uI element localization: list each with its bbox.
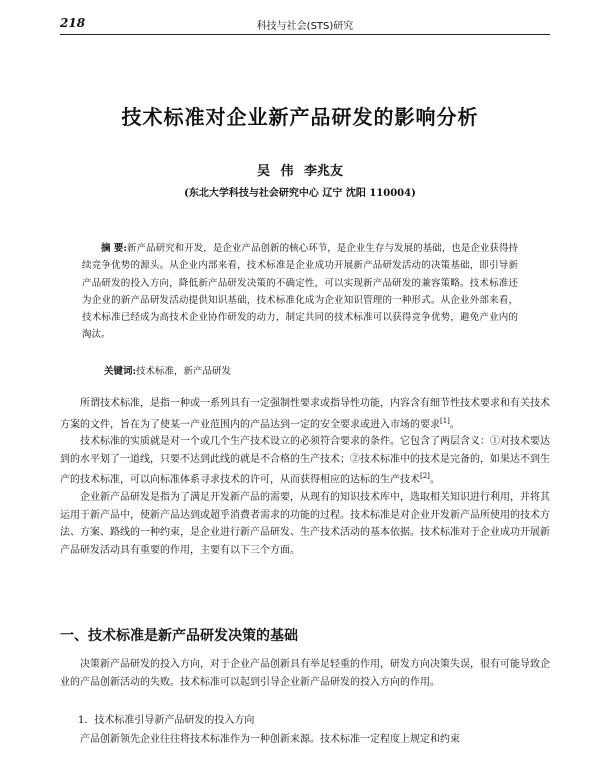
subsection-1-paragraph: 产品创新领先企业往往将技术标准作为一种创新来源。技术标准一定程度上规定和约束 — [80, 734, 460, 745]
abstract — [82, 240, 518, 344]
paragraph-1-text: 所谓技术标准，是指一种或一系列具有一定强制性要求或指导性功能，内容含有细节性技术要求和有关技术方案的文件，旨在为了使某一产业范围内的产品达到一定的安全要求或进入市场的要求 — [60, 398, 550, 430]
keywords — [104, 363, 231, 377]
citation-1: [1] — [440, 416, 450, 425]
section-heading-1: 一、技术标准是新产品研发决策的基础 — [60, 628, 298, 644]
paragraph-2-text: 技术标准的实质就是对一个或几个生产技术设立的必须符合要求的条件。它包含了两层含义：①对技术要达到的水平划了一道线，只要不达到此线的就是不合格的生产技术；②技术标准中的技术是完备的，如果达不到生产的技术标准，可以向标准体系寻求技术的许可，从而获得相应的达标的生产技术 — [60, 436, 550, 486]
abstract-text: 新产品研究和开发，是企业产品创新的核心环节，是企业生存与发展的基础，也是企业获得持续竞争优势的源头。从企业内部来看，技术标准是企业成功开展新产品研发活动的决策基础，即引导新产品研发的投入方向，降低新产品研发决策的不确定性，可以实现新产品研发的兼容策略。技术标准还为企业的新产品研发活动提供知识基础，技术标准化成为企业知识管理的一种形式。从企业外部来看，技术标准已经成为高技术企业协作研发的动力，制定共同的技术标准可以获得竞争优势，避免产业内的淘汰。 — [82, 243, 518, 341]
paragraph-2-end: 。 — [429, 474, 440, 486]
paragraph-1 — [60, 395, 550, 433]
section-1-paragraph: 决策新产品研发的投入方向，对于企业产品创新具有举足轻重的作用，研发方向决策失误，很有可能导致企业的产品创新活动的失败。技术标准可以起到引导企业新产品研发的投入方向的作用。 — [60, 659, 550, 688]
subsection-1-body — [60, 731, 550, 749]
paper-title: 技术标准对企业新产品研发的影响分析 — [121, 105, 479, 129]
intro-body — [60, 395, 550, 559]
abstract-label: 摘 要: — [101, 243, 127, 254]
page-number: 218 — [60, 16, 86, 30]
paragraph-1-end: 。 — [449, 418, 460, 430]
keywords-label: 关键词: — [104, 366, 137, 377]
authors: 吴 伟 李兆友 — [256, 164, 344, 179]
paragraph-3: 企业新产品研发是指为了满足开发新产品的需要，从现有的知识技术库中，选取相关知识进行利用，并将其运用于新产品中，使新产品达到或超乎消费者需求的功能的过程。技术标准是对企业开发新产品所使用的技术方法、方案、路线的一种约束，是企业进行新产品研发、生产技术活动的基本依据。技术标准对于企业成功开展新产品研发活动具有重要的作用，主要有以下三个方面。 — [60, 492, 550, 556]
affiliation: (东北大学科技与社会研究中心 辽宁 沈阳 110004) — [184, 188, 416, 199]
citation-2: [2] — [420, 472, 430, 481]
section-1-body — [60, 656, 550, 691]
journal-name: 科技与社会(STS)研究 — [256, 21, 354, 32]
keywords-text: 技术标准，新产品研发 — [136, 366, 232, 377]
paragraph-2 — [60, 433, 550, 489]
subsection-heading-1: 1．技术标准引导新产品研发的投入方向 — [78, 715, 255, 726]
running-header — [60, 14, 550, 35]
